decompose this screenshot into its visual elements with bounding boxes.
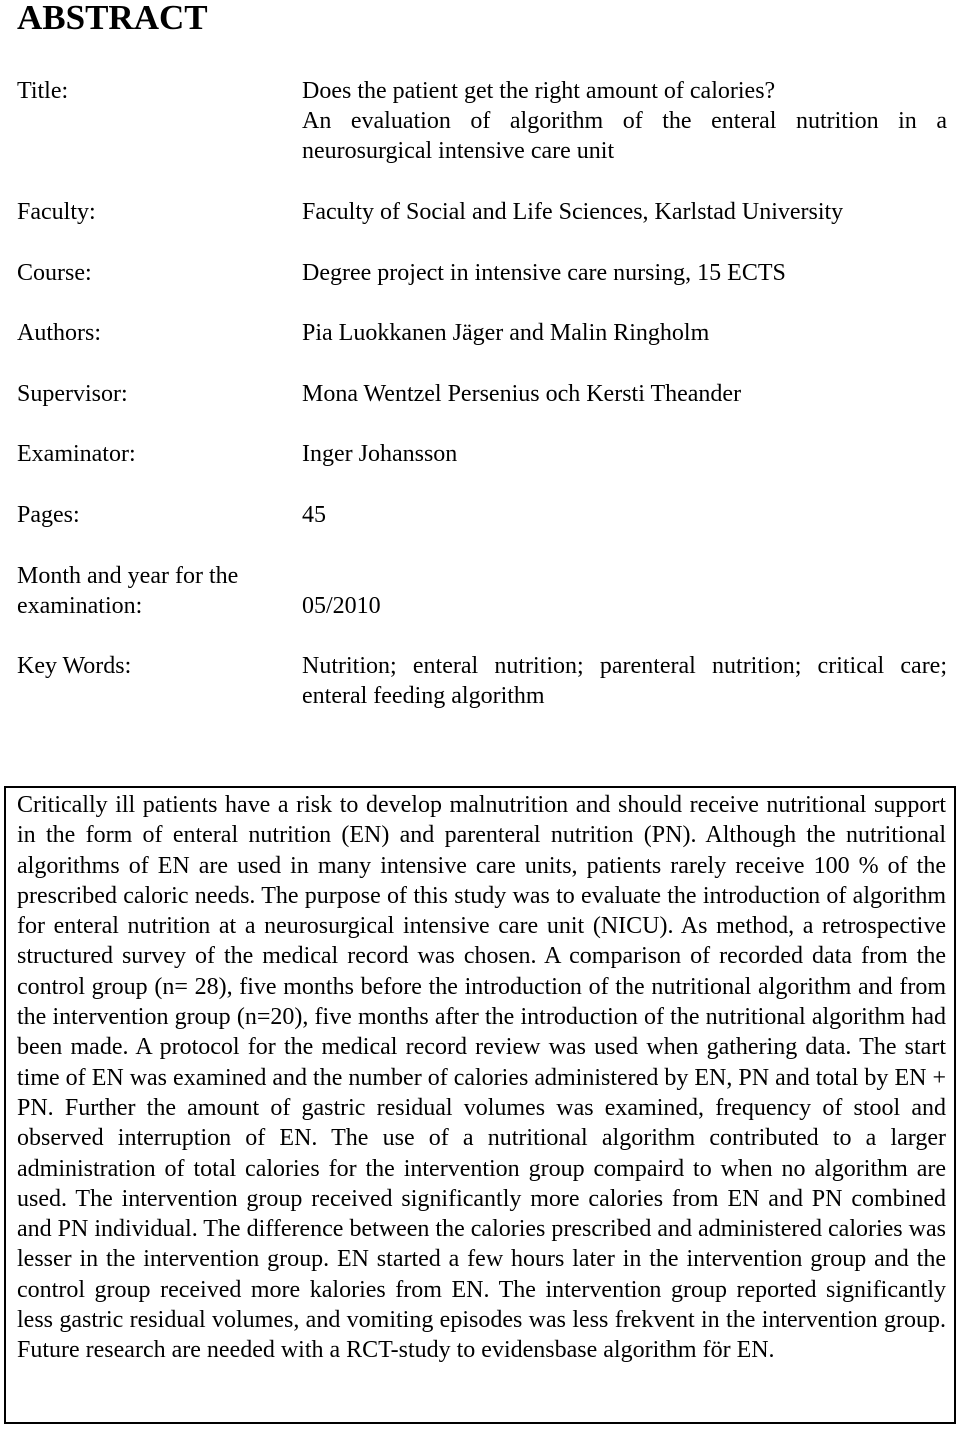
abstract-text: Critically ill patients have a risk to develop malnutrition and should receive nutritional support in the form of enteral nutrition (EN) and parenteral nutrition (PN). Although the nutritional algorithms of EN are used in many intensive care units, patients rarely receive 100 % of the prescribed caloric needs. The purpose of this study was to evaluate the introduction of algorithm for enteral nutrition at a neurosurgical intensive care unit (NICU). As method, a retrospective structured survey of the medical record was chosen. A comparison of recorded data from the control group (n= 28), five months before the introduction of the nutritional algorithm and from the intervention group (n=20), five months after the introduction of the nutritional algorithm had been made. A protocol for the medical record review was used when gathering data. The start time of EN was examined and the number of calories administered by EN, PN and total by EN + PN. Further the amount of gastric residual volumes was examined, frequency of stool and observed interruption of EN. The use of a nutritional algorithm contributed to a larger administration of total calories for the intervention group compaird to when no algorithm are used. The intervention group received significantly more calories from EN and PN combined and PN individual. The difference between the calories prescribed and administered calories was lesser in the intervention group. EN started a few hours later in the intervention group and the control group received more kalories from EN. The intervention group reported significantly less gastric residual volumes, and vomiting episodes was less frekvent in the intervention group. Future research are needed with a RCT-study to evidensbase algorithm för EN.	[17, 792, 946, 1364]
course-value: Degree project in intensive care nursing, 15 ECTS	[302, 260, 786, 286]
faculty-label: Faculty:	[17, 199, 96, 225]
faculty-value: Faculty of Social and Life Sciences, Karlstad University	[302, 199, 844, 225]
pages-label: Pages:	[17, 502, 80, 528]
supervisor-label: Supervisor:	[17, 381, 128, 407]
month-value: 05/2010	[302, 593, 381, 619]
examinator-label: Examinator:	[17, 441, 136, 467]
examinator-value: Inger Johansson	[302, 441, 458, 467]
authors-value: Pia Luokkanen Jäger and Malin Ringholm	[302, 320, 710, 346]
month-label-line-2: examination:	[17, 593, 143, 619]
course-label: Course:	[17, 260, 92, 286]
page-title: ABSTRACT	[17, 0, 208, 37]
authors-label: Authors:	[17, 320, 101, 346]
keywords-value: Nutrition; enteral nutrition; parenteral nutrition; critical care; enteral feeding algorithm	[302, 653, 947, 709]
supervisor-value: Mona Wentzel Persenius och Kersti Theander	[302, 381, 742, 407]
title-line-2: An evaluation of algorithm of the enteral nutrition in a neurosurgical intensive care unit	[302, 108, 947, 164]
month-label-line-1: Month and year for the	[17, 563, 239, 589]
keywords-label: Key Words:	[17, 653, 132, 679]
title-value	[302, 76, 947, 166]
title-line-1: Does the patient get the right amount of calories?	[302, 78, 776, 104]
pages-value: 45	[302, 502, 326, 528]
month-label	[17, 561, 238, 621]
title-label: Title:	[17, 78, 69, 104]
